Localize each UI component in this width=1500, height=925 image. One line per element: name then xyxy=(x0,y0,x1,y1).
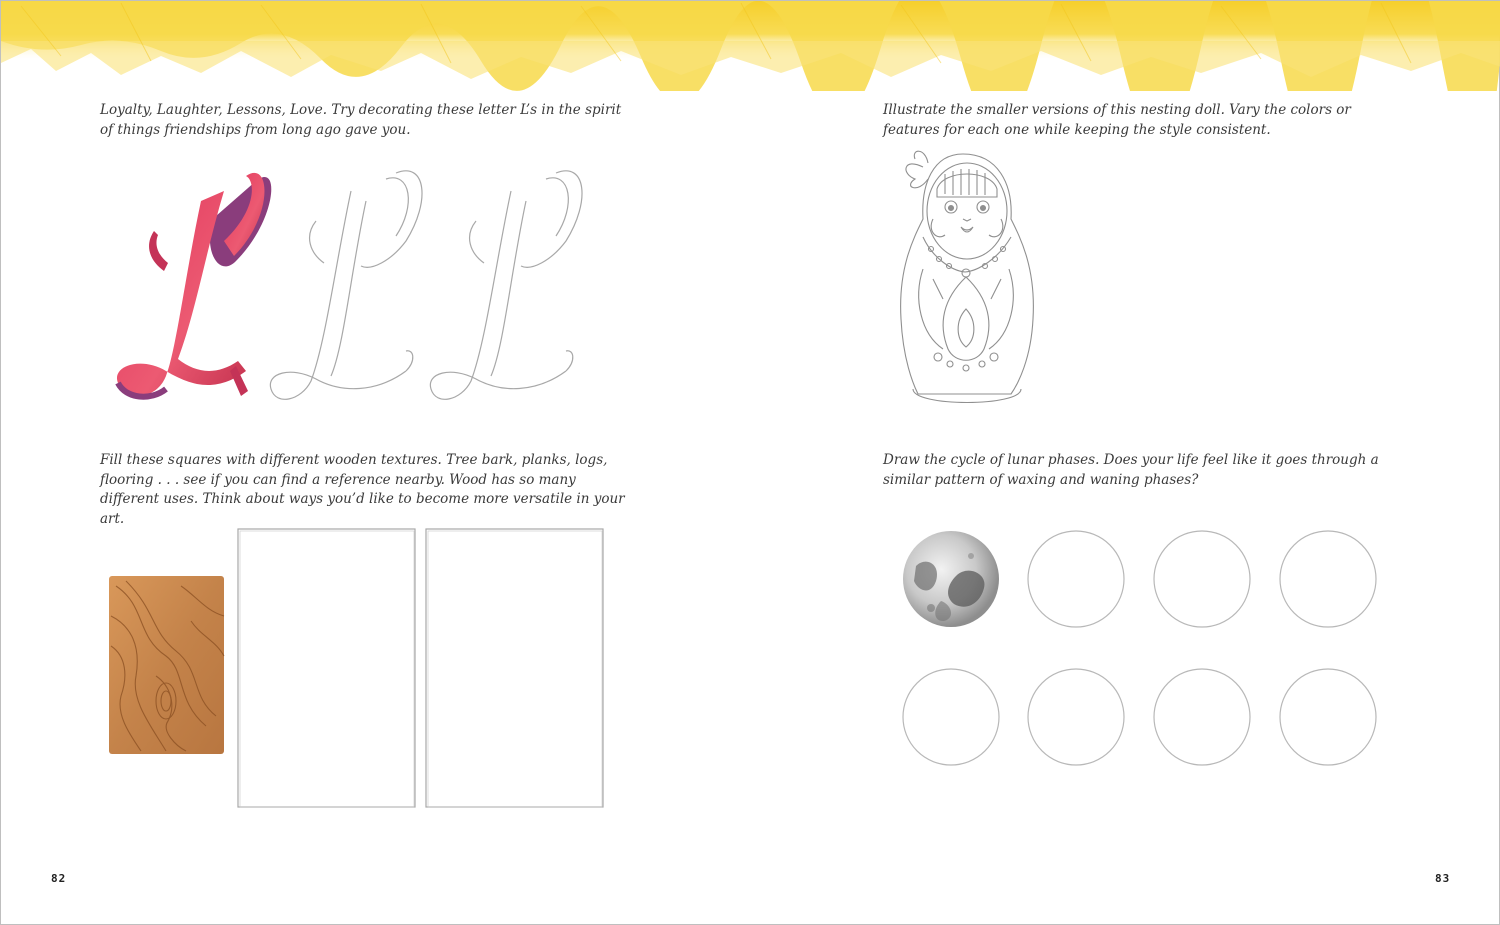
doll-prompt: Illustrate the smaller versions of this nesting doll. Vary the colors or features for each one while keeping the style consistent. xyxy=(883,102,1351,138)
empty-moon-circle xyxy=(1154,669,1250,765)
blank-wood-box-shadow xyxy=(240,531,414,807)
empty-moon-circle xyxy=(1280,531,1376,627)
page-number-left: 82 xyxy=(51,872,67,885)
decorated-letter-l-row xyxy=(106,161,596,416)
letters-prompt: Loyalty, Laughter, Lessons, Love. Try decorating these letter L’s in the spirit of things friendships from long ago gave you. xyxy=(100,102,622,138)
blank-wood-box-shadow xyxy=(428,531,602,807)
wood-texture-boxes xyxy=(106,526,606,811)
outline-letter-l-icon xyxy=(430,171,582,399)
outline-letter-l-icon xyxy=(270,171,422,399)
blank-wood-box xyxy=(426,529,603,807)
wood-grain-swatch-icon xyxy=(109,576,224,754)
empty-moon-circle xyxy=(1028,531,1124,627)
moon-prompt: Draw the cycle of lunar phases. Does your life feel like it goes through a similar pattern of waxing and waning phases? xyxy=(883,452,1379,488)
empty-moon-circle xyxy=(1280,669,1376,765)
full-moon-icon xyxy=(903,531,999,627)
blank-wood-box xyxy=(238,529,415,807)
nesting-doll-icon xyxy=(893,149,1043,414)
empty-moon-circle xyxy=(1154,531,1250,627)
empty-moon-circle xyxy=(1028,669,1124,765)
crayon-header-band xyxy=(1,1,1500,91)
wood-prompt: Fill these squares with different wooden textures. Tree bark, planks, logs, flooring . . . see if you can find a reference nearby. Wood has so many different uses. Think about ways you’d like to become more versatile in your art. xyxy=(100,452,625,527)
decorated-letter-l-icon xyxy=(117,173,271,397)
moon-phase-grid xyxy=(896,526,1386,776)
empty-moon-circle xyxy=(903,669,999,765)
page-number-right: 83 xyxy=(1435,872,1451,885)
